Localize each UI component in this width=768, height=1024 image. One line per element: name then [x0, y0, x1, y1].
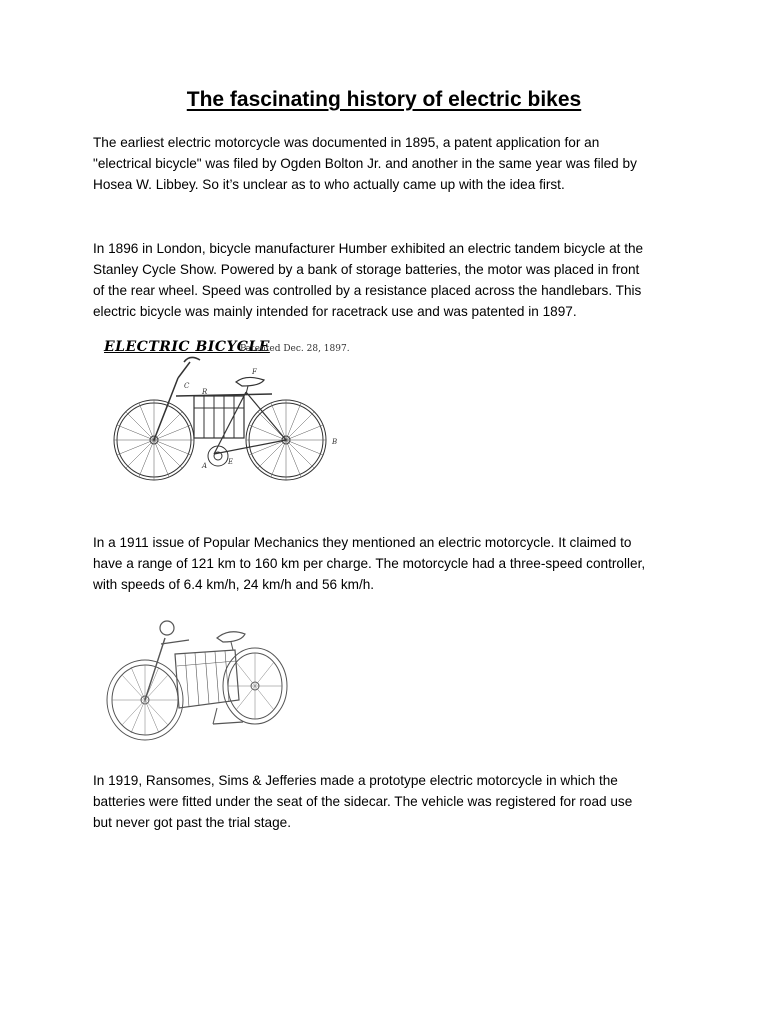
svg-text:E: E	[228, 458, 234, 466]
svg-text:A: A	[202, 462, 208, 470]
svg-text:R: R	[202, 388, 208, 396]
svg-text:C: C	[184, 382, 190, 390]
paragraph-line: "electrical bicycle" was filed by Ogden Bolton Jr. and another in the same year was filed by	[93, 156, 637, 171]
electric-bicycle-heading: ELECTRIC BICYCLE	[104, 339, 270, 355]
paragraph-line: In 1896 in London, bicycle manufacturer Humber exhibited an electric tandem bicycle at the	[93, 241, 644, 256]
paragraph-4	[93, 770, 693, 833]
svg-text:B: B	[332, 438, 338, 446]
svg-text:F: F	[252, 368, 257, 376]
bicycle-drawing-icon	[96, 336, 352, 492]
paragraph-line: but never got past the trial stage.	[93, 815, 291, 830]
patent-date-text: Patented Dec. 28, 1897.	[240, 344, 350, 354]
document-title: The fascinating history of electric bikes	[186, 88, 582, 111]
paragraph-3	[93, 532, 693, 595]
electric-motorcycle-image	[93, 604, 293, 754]
paragraph-line: Hosea W. Libbey. So it’s unclear as to who actually came up with the idea first.	[93, 177, 565, 192]
paragraph-line: Stanley Cycle Show. Powered by a bank of storage batteries, the motor was placed in front	[93, 262, 640, 277]
paragraph-line: have a range of 121 km to 160 km per charge. The motorcycle had a three-speed controller,	[93, 556, 646, 571]
paragraph-line: In a 1911 issue of Popular Mechanics they mentioned an electric motorcycle. It claimed to	[93, 535, 632, 550]
paragraph-line: In 1919, Ransomes, Sims & Jefferies made a prototype electric motorcycle in which the	[93, 773, 618, 788]
paragraph-line: The earliest electric motorcycle was documented in 1895, a patent application for an	[93, 135, 600, 150]
paragraph-2	[93, 238, 693, 322]
paragraph-line: batteries were fitted under the seat of the sidecar. The vehicle was registered for road use	[93, 794, 633, 809]
electric-bicycle-patent-image	[96, 336, 352, 492]
paragraph-line: with speeds of 6.4 km/h, 24 km/h and 56 km/h.	[93, 577, 375, 592]
motorcycle-drawing-icon	[93, 604, 293, 754]
paragraph-1	[93, 132, 693, 195]
paragraph-line: electric bicycle was mainly intended for racetrack use and was patented in 1897.	[93, 304, 577, 319]
paragraph-line: of the rear wheel. Speed was controlled by a resistance placed across the handlebars. This	[93, 283, 642, 298]
